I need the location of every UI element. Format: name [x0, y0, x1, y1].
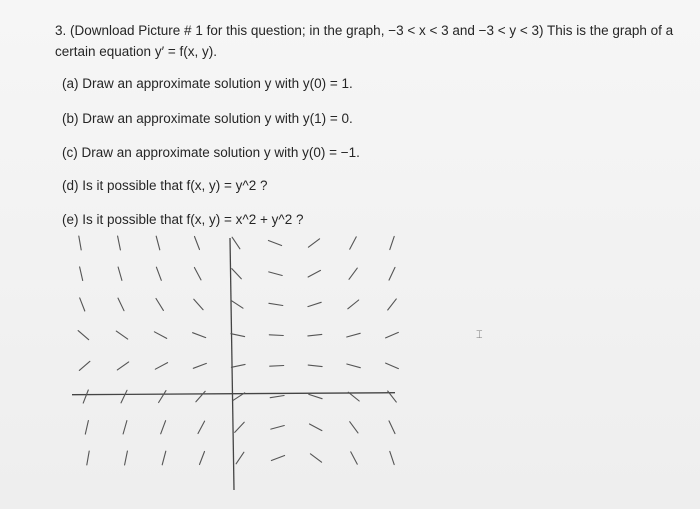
slope-segment: [389, 421, 395, 434]
slope-segment: [123, 421, 127, 434]
slope-segment: [390, 236, 394, 249]
part-e: (e) Is it possible that f(x, y) = x^2 + y^2 ?: [62, 212, 304, 227]
question-line-1: 3. (Download Picture # 1 for this question; in the graph, −3 < x < 3 and −3 < y < 3) This is the graph of a: [55, 23, 674, 38]
slope-segment: [116, 331, 127, 339]
slope-segment: [155, 363, 167, 370]
slope-segment: [200, 452, 205, 465]
slope-segment: [198, 421, 205, 433]
slope-segment: [269, 335, 283, 336]
slope-segment: [156, 299, 163, 311]
slope-segment: [269, 303, 283, 305]
slope-segment: [351, 452, 358, 464]
slope-segment: [347, 333, 361, 337]
slope-segment: [309, 394, 322, 398]
slope-segment: [193, 333, 206, 338]
y-axis: [230, 238, 234, 490]
slope-segment: [350, 237, 357, 249]
slope-segment: [231, 364, 245, 367]
slope-segments: [78, 236, 398, 465]
slope-segment: [156, 267, 161, 280]
slope-segment: [118, 236, 121, 250]
slope-segment: [386, 363, 399, 369]
part-d: (d) Is it possible that f(x, y) = y^2 ?: [62, 178, 268, 193]
slope-segment: [271, 456, 284, 461]
slope-segment: [232, 237, 240, 249]
slope-segment: [308, 302, 321, 306]
slope-segment: [118, 298, 124, 311]
slope-segment: [196, 391, 205, 402]
part-a: (a) Draw an approximate solution y with y(0) = 1.: [62, 76, 353, 91]
slope-segment: [236, 452, 244, 464]
slope-segment: [159, 391, 166, 403]
slope-segment: [349, 268, 357, 279]
slope-segment: [389, 267, 395, 280]
slope-segment: [308, 239, 319, 247]
slope-segment: [271, 426, 285, 430]
slope-segment: [154, 332, 166, 339]
slope-segment: [270, 366, 284, 367]
slope-segment: [85, 421, 88, 435]
slope-segment: [269, 272, 283, 276]
slope-segment: [390, 451, 394, 464]
slope-segment: [231, 301, 243, 309]
slope-segment: [388, 299, 397, 310]
slope-segment: [156, 236, 160, 250]
part-b: (b) Draw an approximate solution y with y(1) = 0.: [62, 111, 353, 126]
slope-segment: [308, 334, 322, 336]
slope-segment: [80, 267, 83, 281]
slope-segment: [161, 421, 166, 434]
slope-segment: [308, 270, 320, 277]
slope-segment: [347, 364, 361, 368]
slope-segment: [78, 331, 89, 340]
slope-segment: [386, 332, 399, 338]
slope-segment: [348, 300, 359, 309]
slope-segment: [195, 237, 200, 250]
slope-segment: [80, 298, 85, 311]
slope-segment: [193, 363, 206, 368]
slope-segment: [232, 269, 242, 279]
slope-segment: [194, 299, 203, 310]
slope-segment: [118, 267, 122, 280]
slope-segment: [308, 365, 322, 367]
slope-segment: [121, 390, 127, 403]
slope-segment: [194, 268, 201, 280]
slope-segment: [79, 236, 81, 250]
slope-segment: [79, 361, 90, 370]
part-c: (c) Draw an approximate solution y with y(0) = −1.: [62, 145, 360, 160]
slope-segment: [235, 422, 245, 432]
slope-segment: [87, 451, 89, 465]
slope-segment: [231, 334, 245, 337]
slope-segment: [268, 241, 281, 246]
question-line-2: certain equation y′ = f(x, y).: [55, 44, 217, 59]
slope-segment: [162, 451, 166, 465]
slope-segment: [310, 424, 322, 431]
slope-segment: [83, 390, 88, 403]
x-axis: [72, 393, 395, 395]
slope-segment: [310, 454, 321, 462]
text-cursor-icon: ⌶: [476, 328, 483, 341]
slope-segment: [117, 362, 128, 370]
slope-segment: [350, 422, 358, 433]
slope-segment: [270, 396, 284, 398]
slope-segment: [125, 451, 128, 465]
